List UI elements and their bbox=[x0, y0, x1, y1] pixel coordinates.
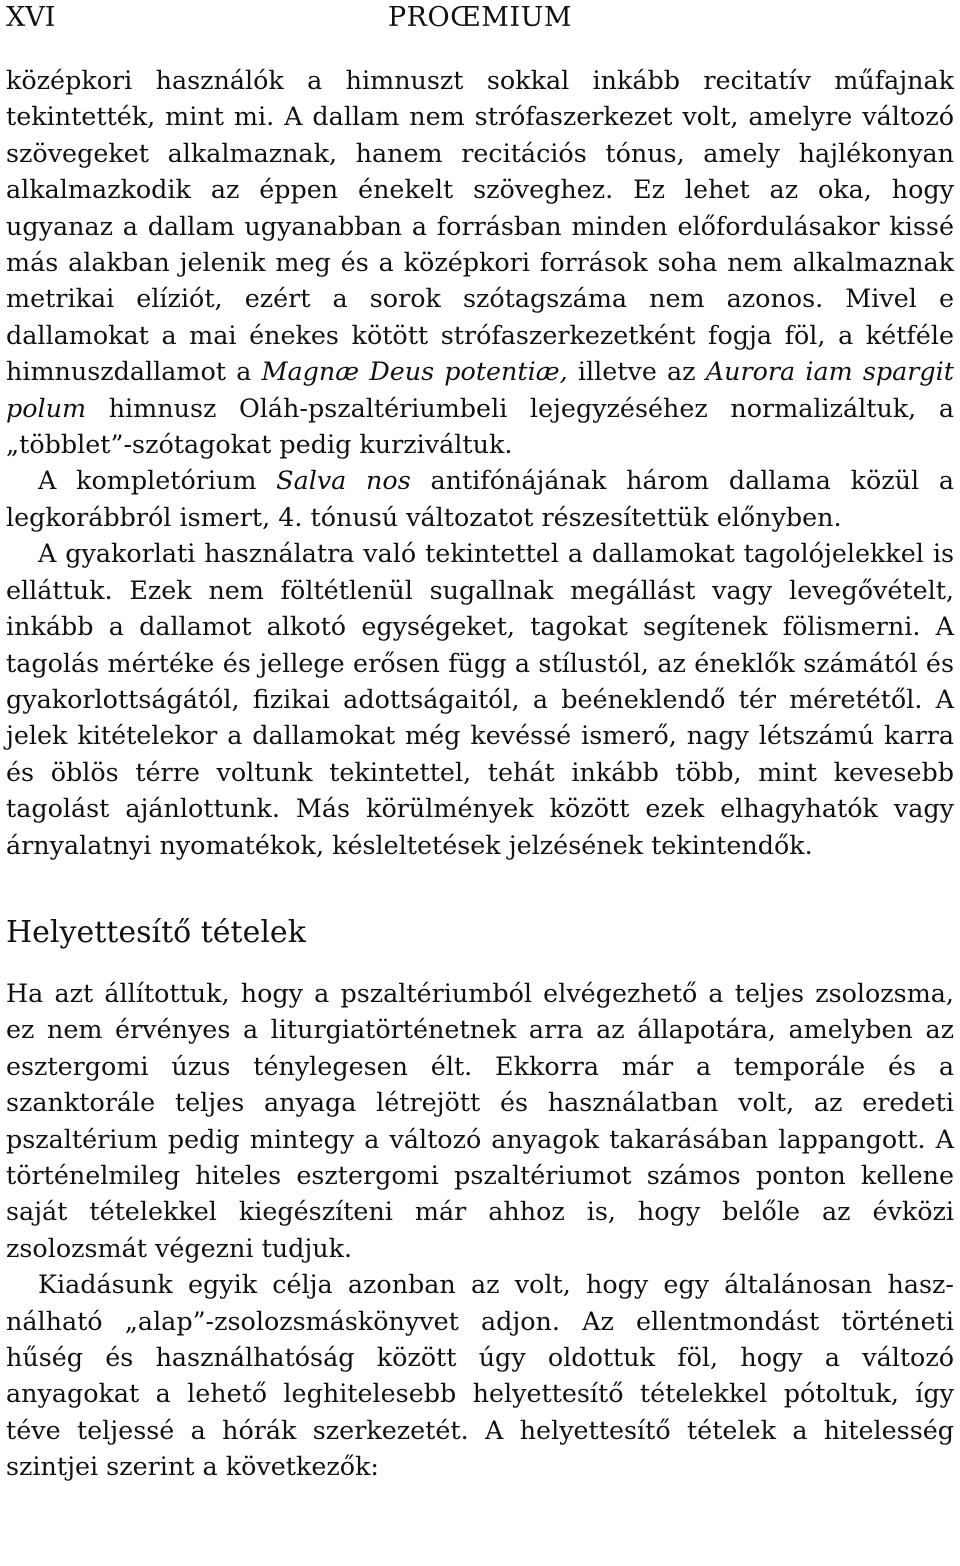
section-heading: Helyettesítő tételek bbox=[6, 914, 306, 950]
text-run: himnusz Oláh-pszaltériumbeli lejegyzéséhez normalizáltuk, a „többlet”-szótagokat pedig kurziváltuk. bbox=[6, 392, 954, 460]
running-title: PROŒMIUM bbox=[387, 2, 573, 33]
paragraph-psalter: Ha azt állítottuk, hogy a pszaltériumból elvégezhető a teljes zsolozsma, ez nem érvényes a liturgiatörténetnek arra az állapotára, amelyben az esztergomi úzus ténylegesen élt. Ekkorra már a temporále és a szanktorále teljes anyaga létrejött és használatban volt, az eredeti pszaltérium pedig mintegy a változó anyagok takarásában lappangott. A történelmileg hiteles esztergomi pszaltériumot számos ponton kellene saját tételekkel kiegészíteni már ahhoz is, hogy belőle az évközi zsolozsmát végezni tudjuk. bbox=[6, 977, 954, 1263]
paragraph-edition-goal: Kiadásunk egyik célja azonban az volt, hogy egy általánosan használható „alap”-zsolozsmáskönyvet adjon. Az ellentmondást történeti hűség és használhatóság között úgy oldottuk föl, hogy a változó anyagokat a lehető leghitelesebb helyettesítő tételekkel pótoltuk, így téve teljessé a hórák szerkezetét. A helyettesítő tételek a hitelesség szintjei szerint a következők: bbox=[6, 1269, 954, 1482]
running-header bbox=[6, 0, 954, 36]
text-run: antifónájának három dallama közül a legkorábbról ismert, 4. tónusú változatot részesítettük előnyben. bbox=[6, 465, 954, 532]
paragraph-hymn-melodies bbox=[6, 62, 954, 462]
page-number: XVI bbox=[6, 2, 56, 33]
text-run: illetve az bbox=[567, 356, 706, 387]
italic-hymn-title: Aurora iam spargit polum bbox=[6, 356, 954, 423]
text-run: középkori használók a himnuszt sokkal inkább recitatív műfajnak tekintették, mint mi. A dallam nem strófaszerkezet volt, amelyre változó szövegeket alkalmaznak, hanem recitációs tónus, amely hajlékonyan alkalmazkodik az éppen énekelt szöveghez. Ez lehet az oka, hogy ugyanaz a dallam ugyanabban a forrásban minden előfordulásakor kissé más alakban jelenik meg és a középkori források soha nem alkalmaznak metrikai elíziót, ezért a sorok szótagszáma nem azonos. Mivel e dallamokat a mai énekes kötött strófaszerkezetként fogja föl, a kétféle himnuszdallamot a bbox=[6, 65, 954, 387]
italic-antiphon-title: Salva nos bbox=[276, 465, 411, 496]
paragraph-phrasing-marks: A gyakorlati használatra való tekintettel a dallamokat tagolójelekkel is elláttuk. Ezek nem föltétlenül sugallnak megállást vagy levegővételt, inkább a dallamot alkotó egységeket, tagokat segítenek fölismerni. A tagolás mértéke és jellege erősen függ a stílustól, az éneklők számától és gyakorlottságától, fizikai adottságaitól, a beéneklendő tér méretétől. A jelek kitételekor a dallamokat még kevéssé ismerő, nagy létszámú karra és öblös térre voltunk tekintettel, tehát inkább több, mint kevesebb tagolást ajánlottunk. Más körülmények között ezek elhagyhatók vagy árnyalatnyi nyomatékok, késleltetések jelzésének tekintendők. bbox=[6, 538, 954, 860]
text-run: A kompletórium bbox=[38, 465, 277, 496]
paragraph-salva-nos bbox=[6, 462, 954, 535]
italic-hymn-title: Magnæ Deus potentiæ, bbox=[261, 356, 568, 387]
